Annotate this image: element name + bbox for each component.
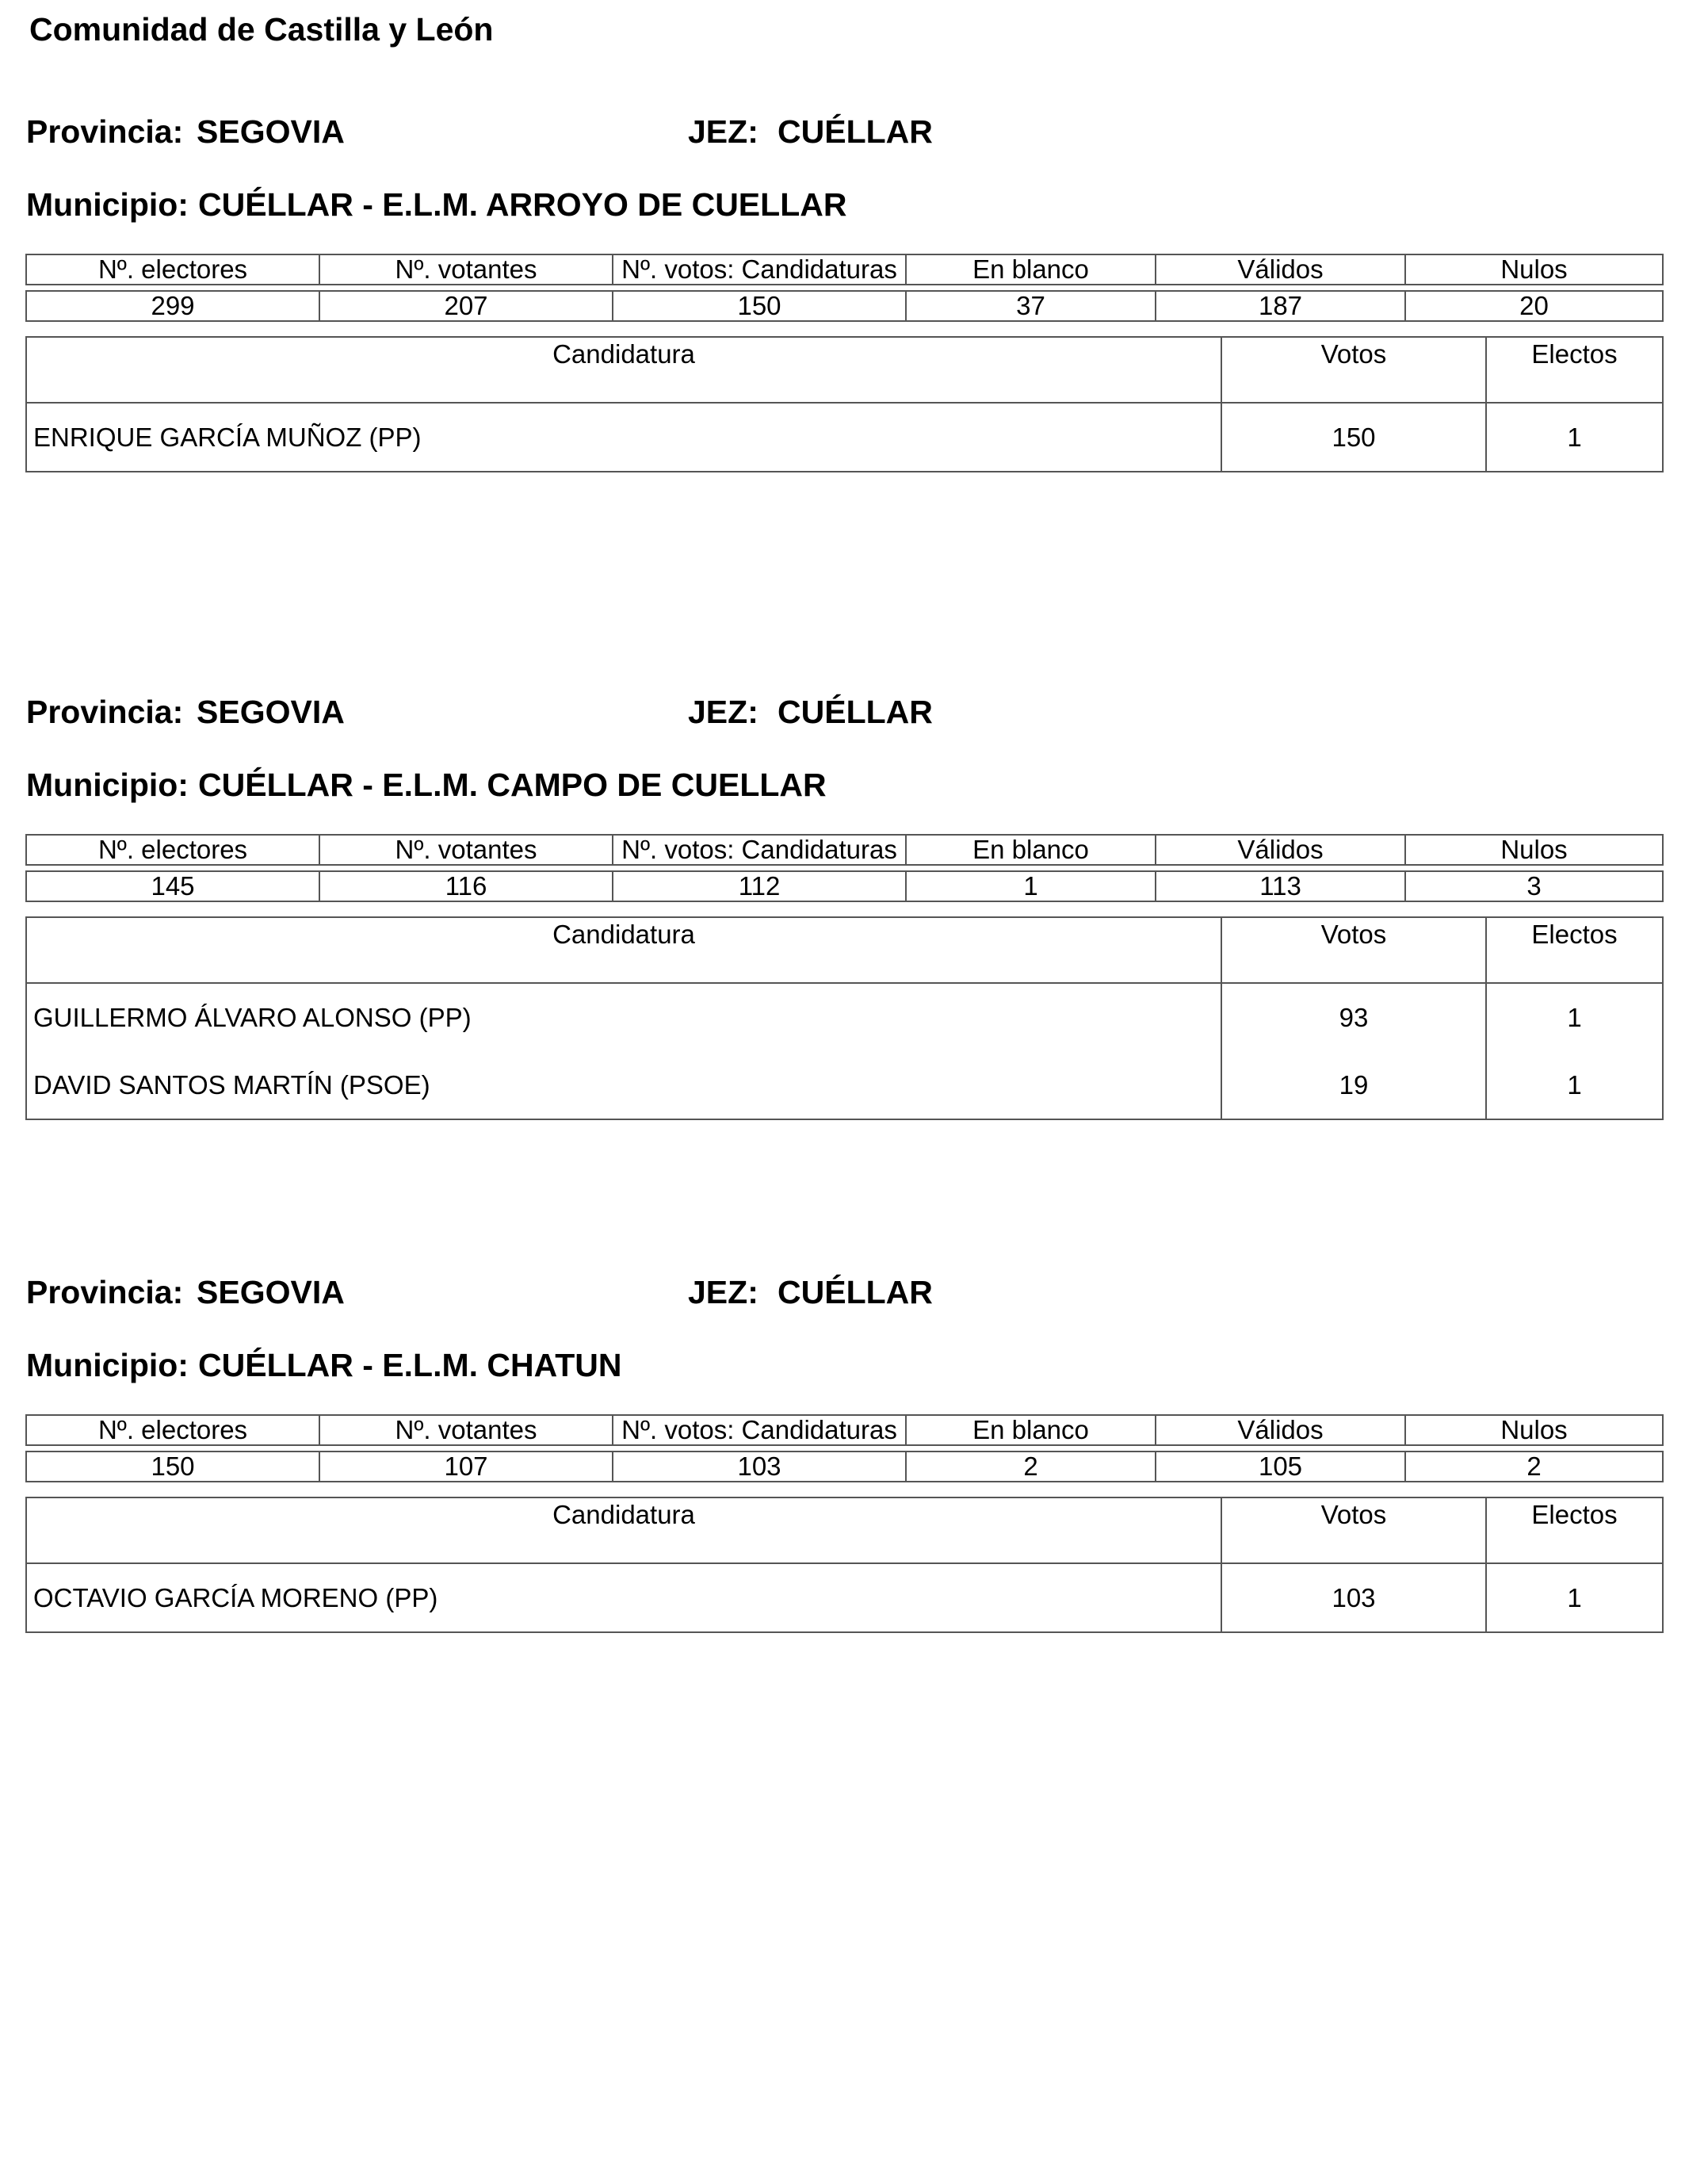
value-en-blanco: 2 xyxy=(906,1452,1156,1482)
candidato-electos: 1 xyxy=(1486,1051,1663,1119)
candidaturas-table xyxy=(25,1497,1664,1633)
jez-value: CUÉLLAR xyxy=(778,113,933,150)
candidaturas-header-row xyxy=(26,1497,1663,1563)
header-validos: Válidos xyxy=(1156,1415,1405,1445)
value-en-blanco: 37 xyxy=(906,291,1156,321)
provincia-label: Provincia: xyxy=(26,694,184,730)
provincia-label: Provincia: xyxy=(26,113,184,150)
header-votos-candidaturas: Nº. votos: Candidaturas xyxy=(613,1415,906,1445)
stats-value-row xyxy=(26,1452,1663,1482)
value-votos-candidaturas: 150 xyxy=(613,291,906,321)
municipio-value: CUÉLLAR - E.L.M. ARROYO DE CUELLAR xyxy=(198,186,847,223)
stats-value-row xyxy=(26,871,1663,901)
candidato-row xyxy=(26,1051,1663,1119)
header-votantes: Nº. votantes xyxy=(319,835,613,865)
header-nulos: Nulos xyxy=(1405,1415,1663,1445)
value-electores: 150 xyxy=(26,1452,319,1482)
header-nulos: Nulos xyxy=(1405,835,1663,865)
header-en-blanco: En blanco xyxy=(906,254,1156,285)
value-electores: 145 xyxy=(26,871,319,901)
header-en-blanco: En blanco xyxy=(906,835,1156,865)
header-votos-candidaturas: Nº. votos: Candidaturas xyxy=(613,835,906,865)
value-en-blanco: 1 xyxy=(906,871,1156,901)
header-candidatura: Candidatura xyxy=(26,917,1221,983)
page-title: Comunidad de Castilla y León xyxy=(29,11,494,48)
candidato-name: DAVID SANTOS MARTÍN (PSOE) xyxy=(26,1051,1221,1119)
jez-label: JEZ: xyxy=(688,1274,758,1310)
header-en-blanco: En blanco xyxy=(906,1415,1156,1445)
value-validos: 113 xyxy=(1156,871,1405,901)
stats-table xyxy=(25,254,1664,322)
stats-table xyxy=(25,834,1664,902)
value-votantes: 107 xyxy=(319,1452,613,1482)
stats-header-row xyxy=(26,254,1663,285)
candidato-name: GUILLERMO ÁLVARO ALONSO (PP) xyxy=(26,983,1221,1051)
value-votantes: 116 xyxy=(319,871,613,901)
header-electores: Nº. electores xyxy=(26,254,319,285)
candidato-row xyxy=(26,403,1663,472)
header-validos: Válidos xyxy=(1156,254,1405,285)
candidato-votos: 103 xyxy=(1221,1563,1486,1632)
header-votos: Votos xyxy=(1221,337,1486,403)
value-nulos: 20 xyxy=(1405,291,1663,321)
municipio-value: CUÉLLAR - E.L.M. CAMPO DE CUELLAR xyxy=(198,767,827,803)
value-validos: 187 xyxy=(1156,291,1405,321)
value-votantes: 207 xyxy=(319,291,613,321)
header-candidatura: Candidatura xyxy=(26,1497,1221,1563)
header-votantes: Nº. votantes xyxy=(319,254,613,285)
header-votos: Votos xyxy=(1221,917,1486,983)
stats-header-row xyxy=(26,835,1663,865)
value-votos-candidaturas: 103 xyxy=(613,1452,906,1482)
candidato-votos: 93 xyxy=(1221,983,1486,1051)
provincia-value: SEGOVIA xyxy=(197,694,345,730)
header-votos: Votos xyxy=(1221,1497,1486,1563)
candidato-row xyxy=(26,1563,1663,1632)
header-votos-candidaturas: Nº. votos: Candidaturas xyxy=(613,254,906,285)
municipio-section xyxy=(0,694,1685,1272)
candidato-name: OCTAVIO GARCÍA MORENO (PP) xyxy=(26,1563,1221,1632)
header-electos: Electos xyxy=(1486,917,1663,983)
candidaturas-header-row xyxy=(26,337,1663,403)
value-validos: 105 xyxy=(1156,1452,1405,1482)
header-candidatura: Candidatura xyxy=(26,337,1221,403)
jez-label: JEZ: xyxy=(688,113,758,150)
municipio-section xyxy=(0,113,1685,692)
candidato-electos: 1 xyxy=(1486,403,1663,472)
candidato-row xyxy=(26,983,1663,1051)
candidato-votos: 150 xyxy=(1221,403,1486,472)
municipio-label: Municipio: xyxy=(26,186,189,223)
candidaturas-table xyxy=(25,336,1664,472)
municipio-section xyxy=(0,1274,1685,1853)
value-nulos: 2 xyxy=(1405,1452,1663,1482)
municipio-label: Municipio: xyxy=(26,1347,189,1383)
header-validos: Válidos xyxy=(1156,835,1405,865)
jez-label: JEZ: xyxy=(688,694,758,730)
jez-value: CUÉLLAR xyxy=(778,1274,933,1310)
stats-header-row xyxy=(26,1415,1663,1445)
municipio-label: Municipio: xyxy=(26,767,189,803)
candidato-name: ENRIQUE GARCÍA MUÑOZ (PP) xyxy=(26,403,1221,472)
provincia-value: SEGOVIA xyxy=(197,113,345,150)
value-nulos: 3 xyxy=(1405,871,1663,901)
header-electos: Electos xyxy=(1486,1497,1663,1563)
value-electores: 299 xyxy=(26,291,319,321)
candidaturas-header-row xyxy=(26,917,1663,983)
provincia-label: Provincia: xyxy=(26,1274,184,1310)
provincia-value: SEGOVIA xyxy=(197,1274,345,1310)
header-electos: Electos xyxy=(1486,337,1663,403)
stats-table xyxy=(25,1414,1664,1482)
candidato-electos: 1 xyxy=(1486,1563,1663,1632)
municipio-value: CUÉLLAR - E.L.M. CHATUN xyxy=(198,1347,622,1383)
candidato-votos: 19 xyxy=(1221,1051,1486,1119)
header-nulos: Nulos xyxy=(1405,254,1663,285)
stats-value-row xyxy=(26,291,1663,321)
jez-value: CUÉLLAR xyxy=(778,694,933,730)
candidato-electos: 1 xyxy=(1486,983,1663,1051)
header-electores: Nº. electores xyxy=(26,1415,319,1445)
candidaturas-table xyxy=(25,916,1664,1120)
header-electores: Nº. electores xyxy=(26,835,319,865)
value-votos-candidaturas: 112 xyxy=(613,871,906,901)
header-votantes: Nº. votantes xyxy=(319,1415,613,1445)
